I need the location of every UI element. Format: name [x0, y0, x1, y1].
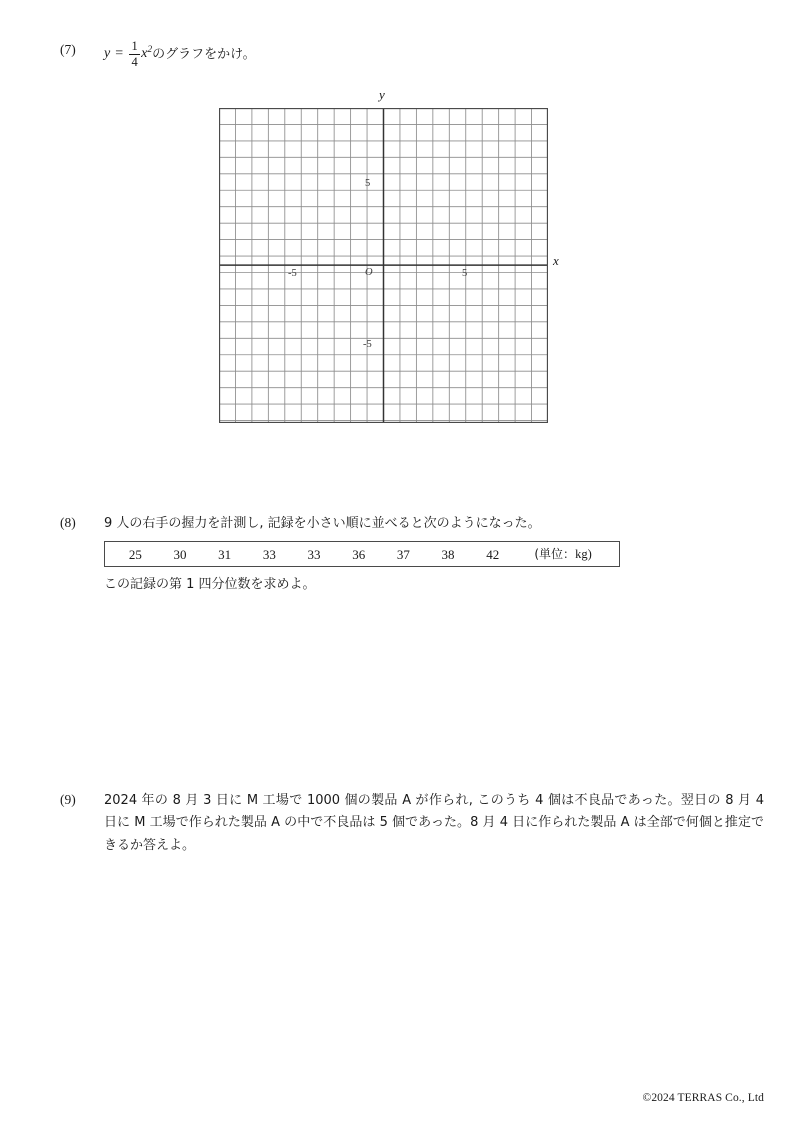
equation-equals: = — [115, 45, 124, 61]
problem-9-text: 2024 年の 8 月 3 日に M 工場で 1000 個の製品 A が作られ, このうち 4 個は不良品であった。翌日の 8 月 4 日に M 工場で作られた製品 A の中で不良品は 5 個であった。8 月 4 日に作られた製品 A は全部で何個と推定できるか答えよ。 — [104, 793, 764, 853]
data-cell: 33 — [307, 546, 321, 562]
x-axis-label: x — [553, 253, 559, 268]
data-cell: 37 — [396, 546, 410, 562]
x-tick-label-5: 5 — [462, 268, 468, 279]
data-cell: 25 — [128, 546, 142, 562]
data-cell: 36 — [352, 546, 366, 562]
equation-fraction — [129, 40, 140, 69]
problem-7-equation — [104, 40, 152, 69]
unit-prefix: (単位 — [534, 546, 564, 561]
data-cell: 33 — [262, 546, 276, 562]
problem-8 — [58, 513, 758, 595]
data-cell: 31 — [218, 546, 232, 562]
data-unit-cell — [515, 544, 611, 564]
data-cell: 30 — [173, 546, 187, 562]
problem-8-body — [104, 513, 758, 595]
equation-exponent: 2 — [147, 44, 153, 55]
problem-7-number: (7) — [60, 42, 76, 57]
unit-separator: ： — [563, 546, 576, 561]
origin-label: O — [365, 267, 373, 278]
problem-7-text: のグラフをかけ。 — [152, 46, 256, 62]
data-cell: 38 — [441, 546, 455, 562]
y-tick-label-5: 5 — [365, 178, 371, 189]
x-tick-label-minus-5: -5 — [288, 268, 297, 279]
footer-copyright: ©2024 TERRAS Co., Ltd — [642, 1092, 764, 1104]
y-axis-label: y — [379, 87, 385, 102]
problem-7 — [58, 40, 758, 69]
y-tick-label-minus-5: -5 — [363, 339, 372, 350]
coordinate-grid-figure — [219, 87, 559, 423]
coordinate-grid-svg — [219, 108, 548, 423]
fraction-denominator: 4 — [131, 54, 138, 69]
problem-9-number: (9) — [60, 792, 76, 807]
data-cell: 42 — [486, 546, 500, 562]
problem-9 — [58, 790, 764, 857]
fraction-numerator: 1 — [131, 39, 138, 53]
problem-8-line-3: この記録の第 1 四分位数を求めよ。 — [104, 577, 316, 593]
data-table — [104, 541, 620, 567]
problem-8-number: (8) — [60, 515, 76, 530]
equation-variable: x — [141, 45, 148, 61]
problem-7-body — [104, 40, 758, 69]
equation-lhs: y — [104, 45, 111, 61]
problem-8-line-1: 9 人の右手の握力を計測し, 記録を小さい順に並べると次のようになった。 — [104, 516, 541, 531]
unit-value: kg) — [575, 546, 592, 561]
